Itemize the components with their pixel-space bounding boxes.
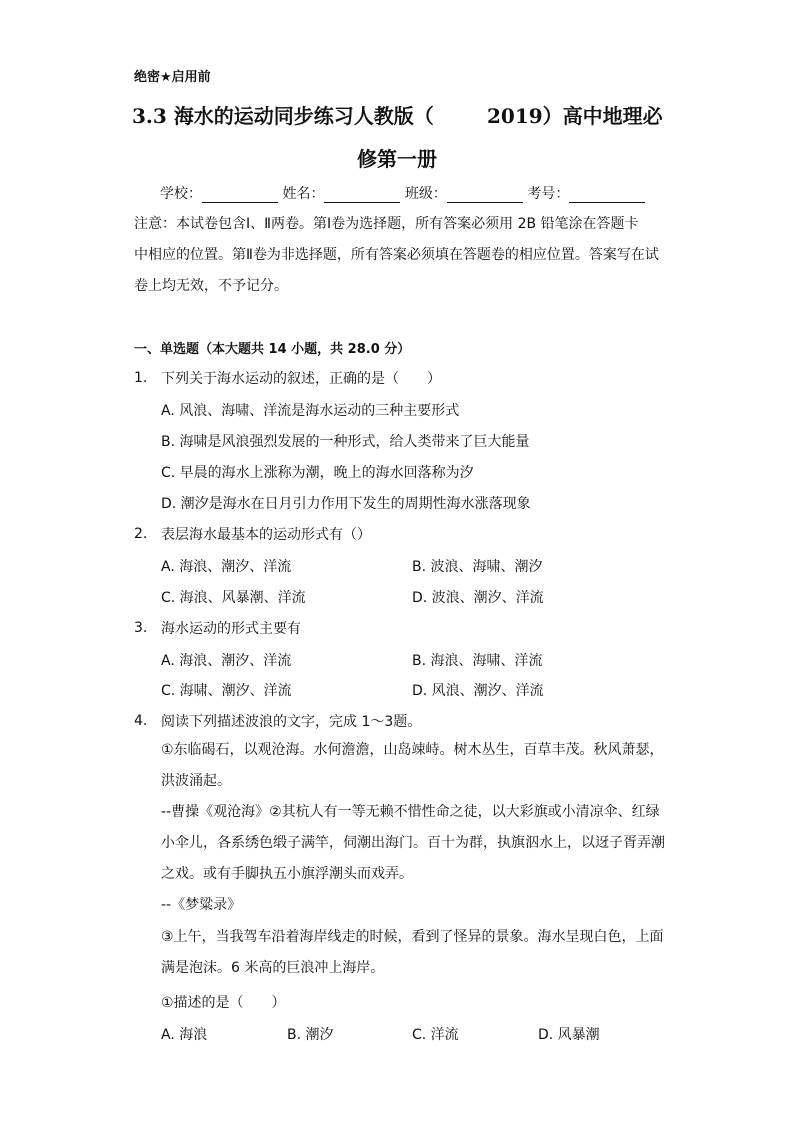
passage-2-source: --《梦粱录》	[161, 897, 242, 913]
instructions-line: 注意：本试卷包含Ⅰ、Ⅱ两卷。第Ⅰ卷为选择题，所有答案必须用 2B 铅笔涂在答题卡	[134, 216, 639, 232]
option-a[interactable]: A. 风浪、海啸、洋流是海水运动的三种主要形式	[161, 403, 460, 419]
school-label: 学校：	[160, 186, 202, 202]
question-number: 3.	[134, 620, 148, 636]
question-stem: 海水运动的形式主要有	[161, 621, 301, 637]
question-stem: 下列关于海水运动的叙述，正确的是（ ）	[161, 371, 441, 387]
passage-2: --曹操《观沧海》②其杭人有一等无赖不惜性命之徒，以大彩旗或小清凉伞、红绿小伞儿，各系绣色缎子满竿，伺潮出海门。百十为群，执旗泅水上，以迓子胥弄潮之戏。或有手脚执五小旗浮潮头而戏弄。	[161, 804, 665, 882]
question-number: 2.	[134, 526, 148, 542]
class-label: 班级：	[404, 186, 447, 202]
exam-title-line2: 修第一册	[357, 147, 437, 171]
instructions-line: 卷上均无效，不予记分。	[134, 278, 288, 294]
school-field[interactable]	[202, 188, 278, 203]
option-b[interactable]: B. 波浪、海啸、潮汐	[412, 559, 543, 575]
confidential-label: 绝密★启用前	[134, 70, 211, 85]
option-a[interactable]: A. 海浪、潮汐、洋流	[161, 559, 292, 575]
passage-1: ①东临碣石，以观沧海。水何澹澹，山岛竦峙。树木丛生，百草丰茂。秋风萧瑟，洪波涌起。	[161, 742, 664, 789]
passage-3: ③上午，当我驾车沿着海岸线走的时候，看到了怪异的景象。海水呈现白色，上面满是泡沫。6 米高的巨浪冲上海岸。	[161, 929, 664, 976]
student-info-row	[160, 183, 645, 203]
option-d[interactable]: D. 潮汐是海水在日月引力作用下发生的周期性海水涨落现象	[161, 496, 531, 512]
question-number: 4.	[134, 713, 148, 729]
option-c[interactable]: C. 海啸、潮汐、洋流	[161, 683, 292, 699]
option-a[interactable]: A. 海浪	[161, 1027, 208, 1043]
question-stem: 阅读下列描述波浪的文字，完成 1～3题。	[161, 714, 422, 730]
option-d[interactable]: D. 风暴潮	[538, 1027, 600, 1043]
exam-number-label: 考号：	[527, 186, 570, 202]
option-b[interactable]: B. 海啸是风浪强烈发展的一种形式，给人类带来了巨大能量	[161, 434, 530, 450]
sub-question: ①描述的是（ ）	[161, 995, 286, 1011]
option-c[interactable]: C. 洋流	[412, 1027, 459, 1043]
option-d[interactable]: D. 风浪、潮汐、洋流	[412, 683, 544, 699]
instructions	[134, 209, 662, 302]
option-d[interactable]: D. 波浪、潮汐、洋流	[412, 590, 544, 606]
class-field[interactable]	[447, 188, 523, 203]
option-c[interactable]: C. 海浪、风暴潮、洋流	[161, 590, 306, 606]
section-heading: 一、单选题（本大题共 14 小题，共 28.0 分）	[134, 342, 411, 357]
option-b[interactable]: B. 海浪、海啸、洋流	[412, 653, 543, 669]
name-field[interactable]	[324, 188, 400, 203]
question-stem: 表层海水最基本的运动形式有（）	[161, 527, 371, 543]
title-right: 2019）高中地理必	[487, 104, 663, 128]
option-b[interactable]: B. 潮汐	[287, 1027, 334, 1043]
instructions-line: 中相应的位置。第Ⅱ卷为非选择题，所有答案必须填在答题卷的相应位置。答案写在试	[134, 247, 659, 263]
exam-number-field[interactable]	[569, 188, 645, 203]
option-a[interactable]: A. 海浪、潮汐、洋流	[161, 653, 292, 669]
name-label: 姓名：	[282, 186, 325, 202]
option-c[interactable]: C. 早晨的海水上涨称为潮，晚上的海水回落称为汐	[161, 465, 474, 481]
question-number: 1.	[134, 370, 148, 386]
title-left: 3.3 海水的运动同步练习人教版（	[132, 104, 434, 128]
